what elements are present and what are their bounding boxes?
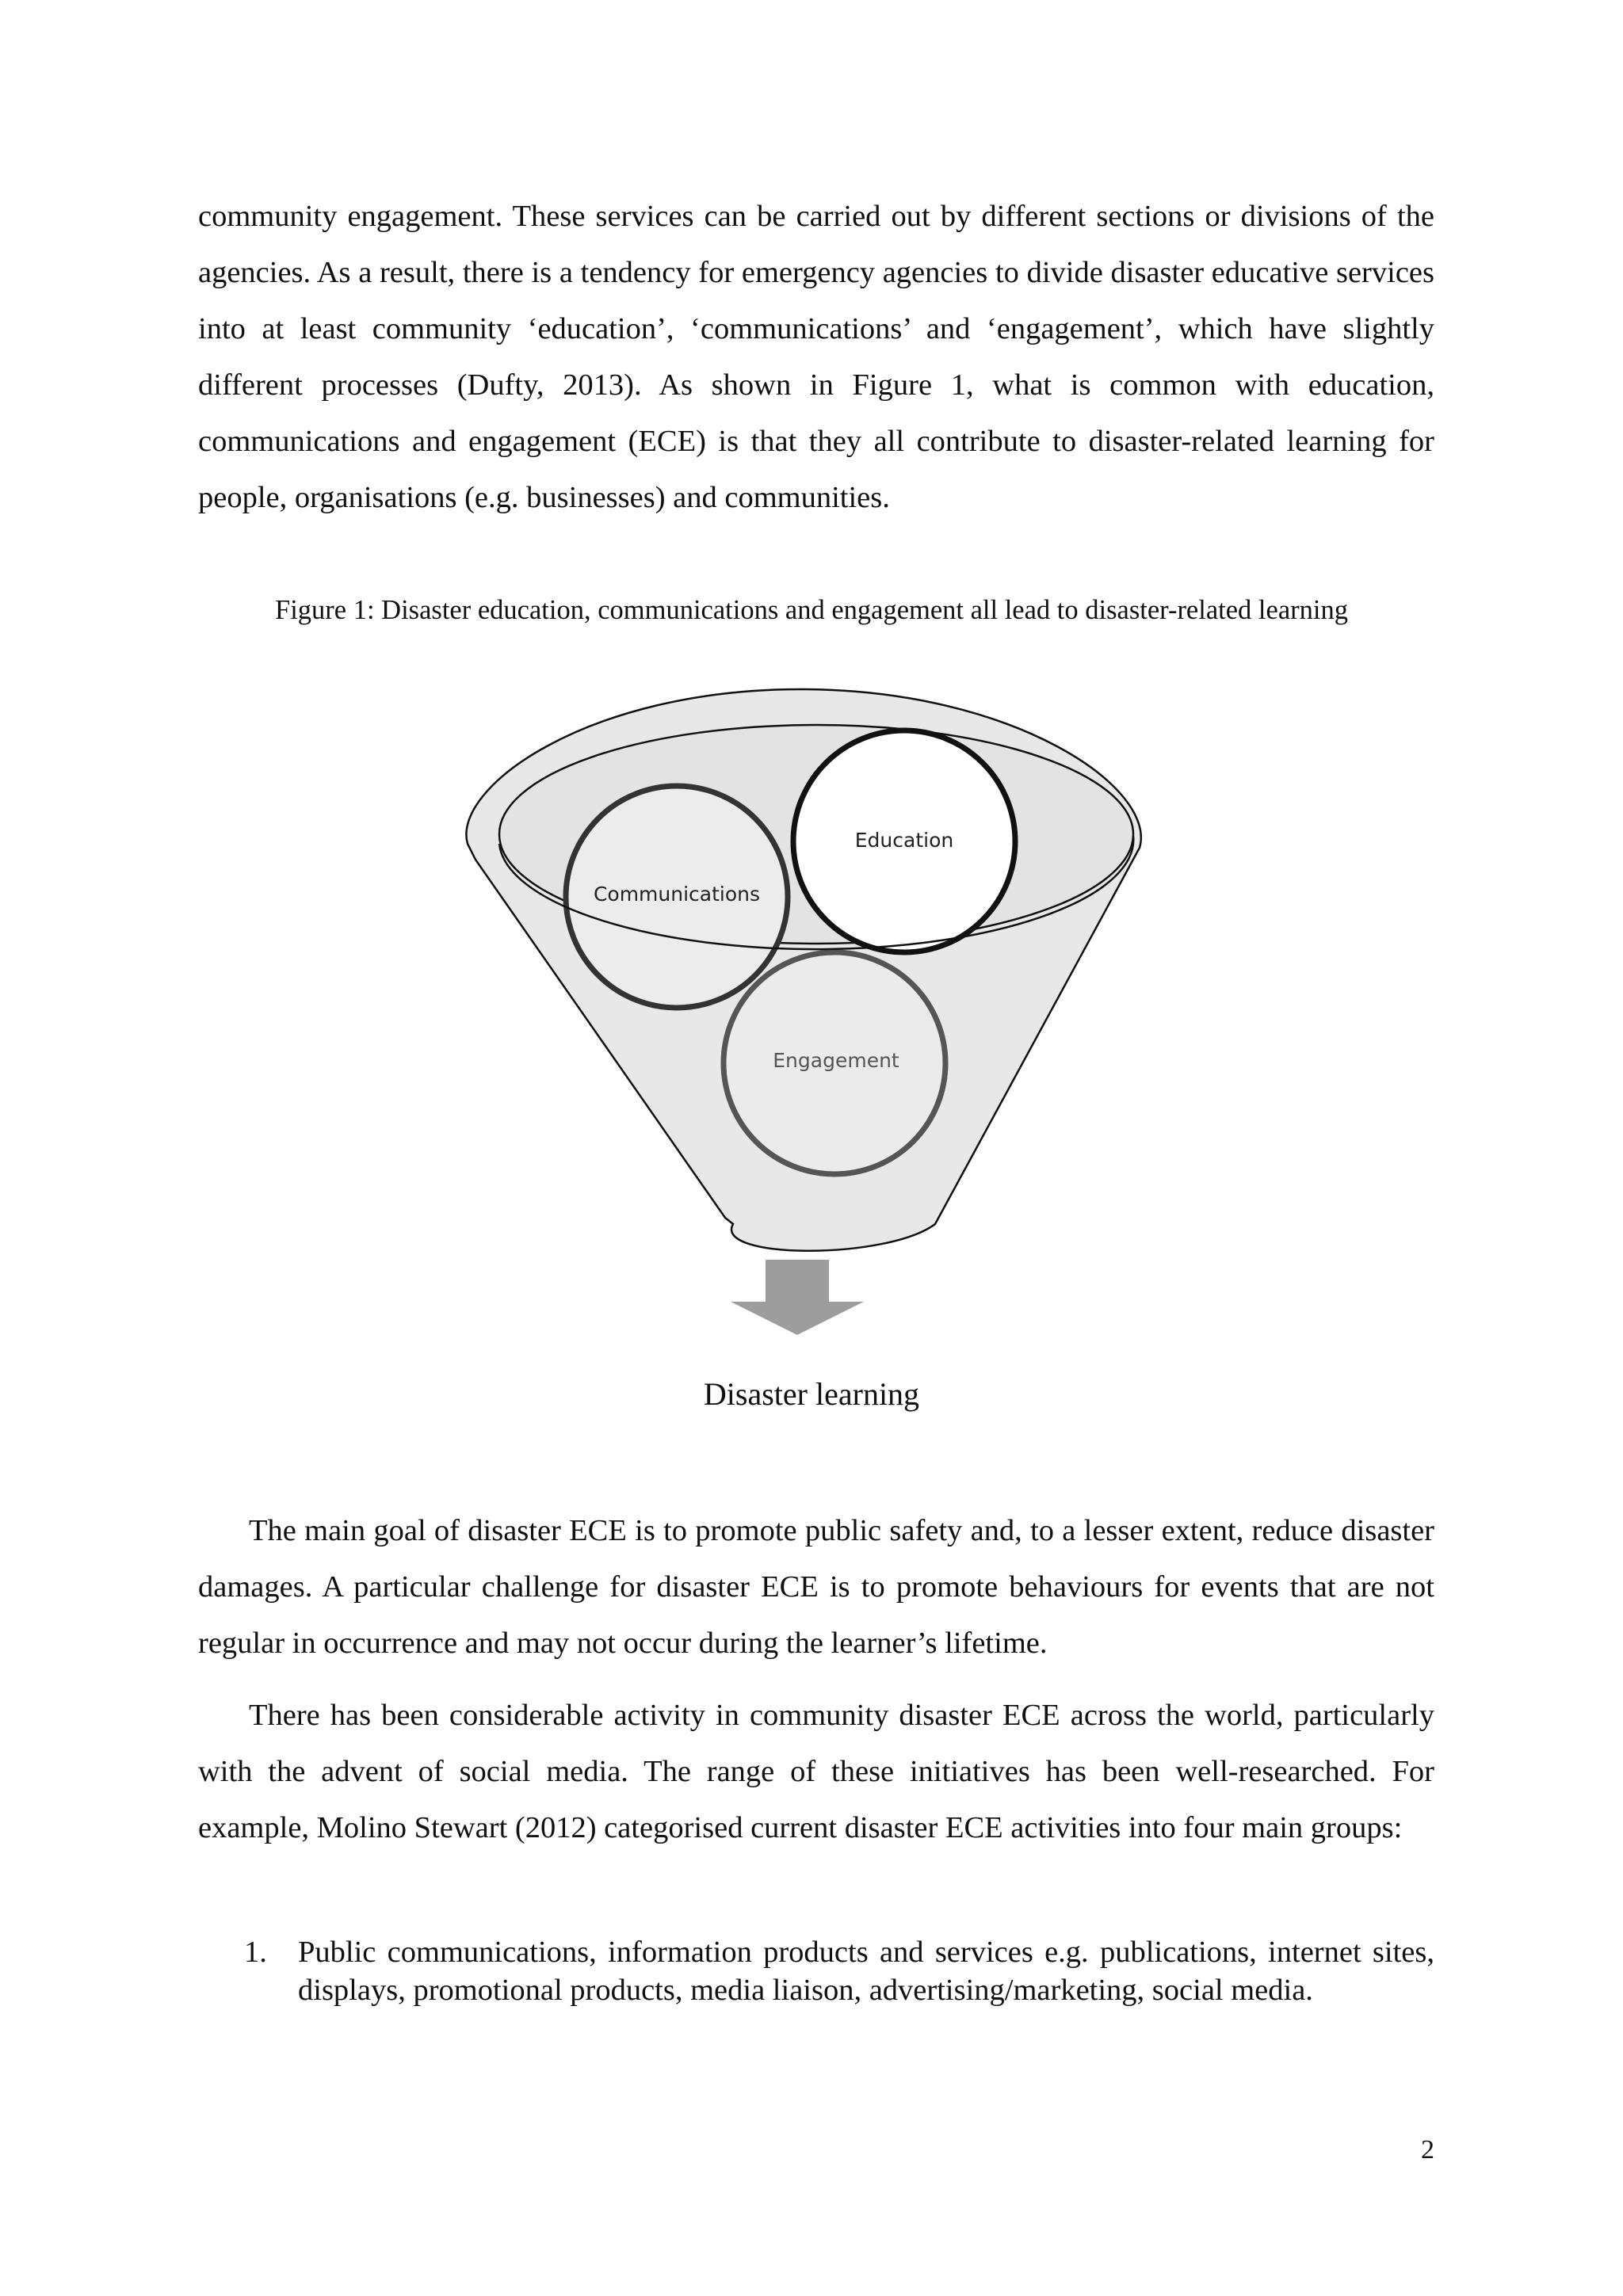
- list-item-text: Public communications, information products and services e.g. publications, internet sites, displays, promotional products, media liaison, advertising/marketing, social media.: [298, 1936, 1434, 2007]
- activity-groups-list: [244, 1933, 1434, 2009]
- disaster-learning-label: Disaster learning: [703, 1376, 920, 1412]
- communications-label: Communications: [593, 883, 761, 906]
- down-arrow-icon: [731, 1260, 864, 1335]
- page-number: 2: [1421, 2135, 1434, 2164]
- list-item-number: 1.: [244, 1936, 267, 1969]
- funnel-diagram: [444, 677, 1157, 1343]
- paragraph-main-goal: The main goal of disaster ECE is to promote public safety and, to a lesser extent, reduce disaster damages. A particular challenge for disaster ECE is to promote behaviours for events that are not regular in occurrence and may not occur during the learner’s lifetime.: [198, 1514, 1434, 1660]
- intro-paragraph: community engagement. These services can be carried out by different sections or divisions of the agencies. As a result, there is a tendency for emergency agencies to divide disaster educative services into at least community ‘education’, ‘communications’ and ‘engagement’, which have slightly different processes (Dufty, 2013). As shown in Figure 1, what is common with education, communications and engagement (ECE) is that they all contribute to disaster-related learning for people, organisations (e.g. businesses) and communities.: [198, 200, 1434, 514]
- engagement-label: Engagement: [773, 1049, 899, 1072]
- list-item: [244, 1933, 1434, 2009]
- figure-caption: Figure 1: Disaster education, communications and engagement all lead to disaster-related learning: [275, 595, 1348, 625]
- education-label: Education: [854, 829, 954, 852]
- paragraph-activity: There has been considerable activity in community disaster ECE across the world, particularly with the advent of social media. The range of these initiatives has been well-researched. For example, Molino Stewart (2012) categorised current disaster ECE activities into four main groups:: [198, 1699, 1434, 1844]
